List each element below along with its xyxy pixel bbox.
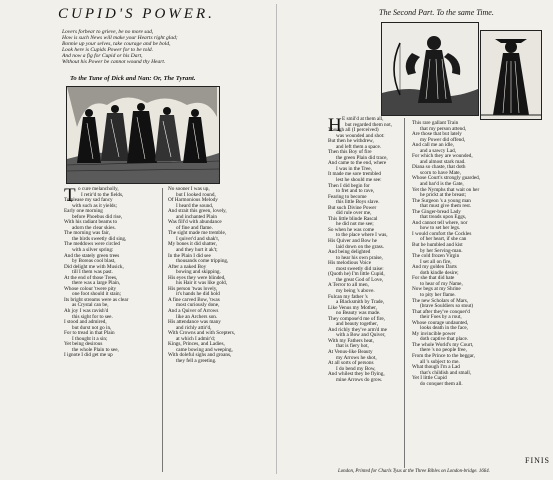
verse-line: And call me an idle, (412, 142, 454, 149)
verse-line: Early one morning (64, 208, 103, 215)
intro-line: Bonnie up your selves, take courage and be bold, (62, 41, 171, 48)
verse-line: and bar'd is the Gate, (420, 181, 464, 188)
verse-line: how to set her legs. (420, 225, 461, 232)
verse-line: the green Plain did trace, (336, 154, 388, 161)
second-part-title: The Second Part. To the same Time. (379, 8, 494, 17)
verse-line: At Venus-like Beauty (328, 348, 373, 355)
verse-line: After a naked Boy (168, 263, 207, 270)
verse-line: (Quoth he) I'm little Cupid, (328, 271, 385, 278)
verse-line: scorn to have Mate, (420, 169, 461, 176)
verse-line: I set all on fire, (420, 258, 452, 265)
verse-line: Whose Court's strongly guarded, (412, 175, 481, 182)
verse-line: Like Venus my Mother, (328, 304, 377, 311)
verse-line: to the place where I was, (336, 232, 388, 239)
verse-line: Though all (I perceived) (328, 127, 379, 134)
verse-line: Yet the Nymphs that wait on her (412, 186, 480, 193)
verse-line: he did not me see; (336, 221, 374, 228)
verse-line: they fell a greeting. (176, 357, 217, 364)
verse-line: And the stately green trees (64, 252, 120, 259)
verse-line: Fearing to become (328, 193, 367, 200)
verse-line: I would comfort the Cockles (412, 230, 472, 237)
drop-cap-h: H (328, 115, 342, 136)
verse-line: And came to the end, where (328, 160, 387, 167)
verse-line: but I looked round, (176, 191, 216, 198)
verse-line: and almost stark mad. (420, 158, 466, 165)
verse-line: this little Boys slave. (336, 199, 380, 206)
verse-line: Yet I little Cupid (412, 375, 447, 382)
verse-line: to hear his own praise, (336, 254, 383, 261)
verse-line: I ignote I did get me up (64, 352, 113, 359)
verse-line: My invincible power (412, 330, 456, 337)
column-divider (404, 118, 405, 468)
verse-line: there 's no people free, (420, 347, 467, 354)
verse-line: as Crystal can be, (72, 302, 109, 309)
verse-line: the whole Plain to see, (72, 346, 119, 353)
intro-line: Lovers forbear to grieve, be no more sad, (62, 29, 154, 35)
verse-line: Kings, Princes, and Ladies, (168, 341, 225, 348)
verse-line: Did delight me with Musick, (64, 263, 124, 270)
verse-line: Are those that but lately (412, 131, 462, 138)
verse-line: I was in the Tree, (336, 165, 372, 172)
verse-line: His Quiver and Bow he (328, 238, 377, 245)
verse-line: with such as it yields; (72, 202, 117, 209)
verse-line: there was a large Plain, (72, 280, 121, 287)
verse-line: but durst not go in, (72, 324, 112, 331)
verse-line: my Power did offend, (420, 136, 466, 143)
verse-line: their Foes by a rout, (420, 314, 462, 321)
verse-line: that my person attend, (420, 125, 467, 132)
verse-line: was wounded and shot: (336, 132, 385, 139)
verse-line: The sight made me tremble, (168, 230, 227, 237)
verse-line: For to tread in that Plain (64, 330, 115, 337)
verse-line: of her heart, if she can (420, 236, 467, 243)
verse-line: His person 'twas lovely, (168, 285, 218, 292)
verse-line: lest he should me see: (336, 177, 382, 184)
verse-line: by her Serving-man. (420, 247, 463, 254)
verse-line: came bowing and weeping, (176, 346, 233, 353)
verse-line: the great God of Love, (336, 276, 384, 283)
center-fold (276, 4, 277, 474)
verse-line: before Phoebus did rise, (72, 213, 123, 220)
verse-line: bowing and skipping. (176, 269, 221, 276)
verse-line: his Hair it was like gold, (176, 280, 228, 287)
robed-figure-illustration (481, 31, 541, 119)
verse-line: adorn the clear skies. (72, 224, 116, 231)
verse-line: and richly attir'd, (176, 324, 212, 331)
verse-line: I heard the sound, (176, 202, 214, 209)
verse-line: Whose courage undaunted, (412, 319, 469, 326)
verse-line: The meddows were circled (64, 241, 121, 248)
verse-line: it's hands he did hold (176, 291, 220, 298)
verse-line: Now begs at my Shrine (412, 286, 461, 293)
verse-line: What though I'm a Lad (412, 364, 460, 371)
intro-verse (62, 29, 267, 66)
verse-line: Whose colour 'twere pity (64, 285, 117, 292)
intro-line: And now a fig for Cupid or his Dart, (62, 53, 143, 60)
verse-line: The new Scholars of Mars, (412, 297, 469, 304)
verse-line: A fine carved Bow, 'twas (168, 296, 220, 303)
verse-line: that must give them rest. (420, 203, 472, 210)
verse-line: by Boreas cool blast, (72, 258, 116, 265)
verse-line: at which I admir'd; (176, 335, 216, 342)
verse-line: mine Arrows do grow. (336, 376, 383, 383)
cupid-illustration (382, 23, 478, 115)
verse-line: But be humbled and kist (412, 242, 463, 249)
verse-column-4 (412, 121, 480, 387)
verse-line: They compose'd me of fire, (328, 315, 385, 322)
printer-imprint: London, Printed for Charls Tyus at the Three Bibles on London-bridge. 1664. (338, 469, 490, 474)
verse-line: like an Archers son. (176, 313, 218, 320)
verse-line: and beauty together, (336, 321, 378, 328)
verse-line: This rare gallant Train (412, 120, 459, 126)
verse-line: (brave Souldiers so stout) (420, 303, 474, 310)
verse-line: my Arrows he shot, (336, 354, 377, 361)
verse-line: all 's subject to me. (420, 358, 460, 365)
verse-line: The whole World's my Court, (412, 341, 474, 348)
intro-line: Without his Power be cannot wound thy Heart. (62, 59, 166, 66)
woodcut-cupid (381, 22, 479, 116)
verse-line: At all sorts of persons (328, 360, 374, 367)
verse-line: With Crowns and with Scepters, (168, 330, 236, 337)
verse-line: I thought it a sin; (72, 335, 108, 342)
verse-line: And being delighted (328, 249, 371, 256)
verse-line: It made me sore trembled (328, 171, 382, 178)
verse-column-3 (328, 117, 392, 383)
verse-line: of fine and flame. (176, 224, 213, 231)
verse-line: The cold frozen Virgin (412, 253, 460, 260)
verse-line: And richly they've arm'd me (328, 326, 387, 333)
verse-line: His attendance was many (168, 319, 221, 326)
column-divider (162, 188, 163, 472)
verse-line: this sight for to see. (72, 313, 113, 320)
verse-line: At the end of those Trees, (64, 274, 118, 281)
verse-line: laid down on the grass. (336, 243, 384, 250)
ballad-title: CUPID'S POWER. (58, 6, 215, 22)
verse-line: Was fill'd with abundance (168, 219, 222, 226)
intro-line: How is such News will make your Hearts right glad; (62, 35, 178, 42)
verse-line: With doleful sighs and groans, (168, 352, 232, 359)
verse-line: In the Plain I did see (168, 252, 211, 259)
verse-line: Of Harmonious Melody (168, 197, 218, 204)
verse-line: but regarded them not, (345, 121, 392, 128)
verse-line: That after they've conquer'd (412, 308, 470, 315)
verse-line: thousands come tripping, (176, 258, 229, 265)
verse-line: And strait this green, lovely, (168, 208, 227, 215)
verse-line: And my golden Darts (412, 264, 457, 271)
verse-line: The morning was fair, (64, 230, 110, 237)
verse-line: For she that did hate (412, 275, 455, 282)
verse-line: The Surgeon 's a young man (412, 197, 471, 204)
verse-line: to hear of my Name, (420, 280, 463, 287)
verse-line: that is fiery hot, (336, 343, 369, 350)
verse-line: His eyes they were blinded, (168, 274, 226, 281)
verse-line: I quiver'd and shak't, (176, 235, 220, 242)
verse-line: doth captive that place. (420, 336, 469, 343)
verse-line: Fulcan my father 's (328, 293, 368, 300)
verse-line: E smil'd at them all, (342, 116, 384, 122)
verse-line: But then he withdrew, (328, 138, 374, 145)
verse-line: This little blinde Rascal (328, 215, 378, 222)
verse-line: And whilest they be flying, (328, 371, 385, 378)
verse-line: I retir'd to the fields, (81, 191, 124, 198)
verse-line: But such Divine Power (328, 204, 377, 211)
verse-line: no Beauty was made. (336, 310, 381, 317)
verse-line: to pity her flame. (420, 291, 456, 298)
verse-line: with a Bow and Quiver, (336, 332, 386, 339)
verse-line: with a silver spring: (72, 247, 114, 254)
verse-line: doth kindle desire; (420, 269, 459, 276)
verse-line: and they hurt it ak't; (176, 247, 218, 254)
verse-line: most sweetly did raise: (336, 265, 384, 272)
verse-line: do conquer them all. (420, 380, 463, 387)
woodcut-dancers (66, 86, 220, 184)
verse-line: To please my sad fancy (64, 197, 113, 204)
dancers-illustration (67, 87, 219, 183)
verse-line: So when he was come (328, 226, 375, 233)
intro-line: Look here is Cupids Power for to be told. (62, 47, 154, 54)
verse-line: to fret and to rave, (336, 188, 375, 195)
verse-line: and inchanted Plain (176, 213, 217, 220)
verse-column-2 (168, 187, 235, 365)
verse-line: did rule over me, (336, 210, 372, 217)
verse-line: Diana so chaste, that doth (412, 164, 466, 171)
verse-line: he prickt at the breast; (420, 192, 467, 199)
verse-line: With my Fathers heat, (328, 337, 374, 344)
verse-line: For which they are wounded, (412, 153, 473, 160)
verse-line: A Terror to all men, (328, 282, 369, 289)
verse-line: And a Quiver of Arrows (168, 308, 219, 315)
verse-line: o cure melancholly, (78, 186, 119, 192)
verse-line: No sooner I was up, (168, 186, 210, 192)
verse-line: till I them was past. (72, 269, 113, 276)
drop-cap-t: T (64, 185, 76, 206)
verse-line: I do bend my Bow, (336, 365, 376, 372)
verse-line: one foot should it stain; (72, 291, 121, 298)
verse-line: I stood and admired, (64, 319, 107, 326)
verse-column-1 (64, 187, 128, 359)
woodcut-robed-figure (480, 30, 542, 120)
verse-line: Then this Boy of fire (328, 149, 372, 156)
verse-line: that's childish and small, (420, 369, 472, 376)
verse-line: Ah joy I was ravish'd (64, 308, 109, 315)
verse-line: Yet being desirous (64, 341, 103, 348)
verse-line: Then I did begin for (328, 182, 370, 189)
verse-line: looks death in the face, (420, 325, 468, 332)
verse-line: And cannot tell where, nor (412, 219, 468, 226)
verse-line: a Blacksmith by Trade, (336, 299, 385, 306)
verse-line: Its bright streams were as clear (64, 296, 129, 303)
verse-line: With his radiant beams to (64, 219, 118, 226)
verse-line: that treads upon Eggs, (420, 214, 467, 221)
verse-line: My bones it did shatter, (168, 241, 217, 248)
verse-line: most curiously done, (176, 302, 220, 309)
verse-line: His melodious Voice (328, 260, 372, 267)
verse-line: From the Prince to the beggar, (412, 352, 475, 359)
verse-line: and a sawcy Lad, (420, 147, 457, 154)
verse-line: the birds sweetly did sing, (72, 235, 127, 242)
verse-line: my being 's above. (336, 287, 375, 294)
tune-line: To the Tune of Dick and Nan: Or, The Tyrant. (70, 75, 196, 82)
verse-line: The Ginger-bread Lady (412, 208, 461, 215)
finis-mark: FINIS (525, 456, 551, 465)
verse-line: and left them a space. (336, 143, 382, 150)
